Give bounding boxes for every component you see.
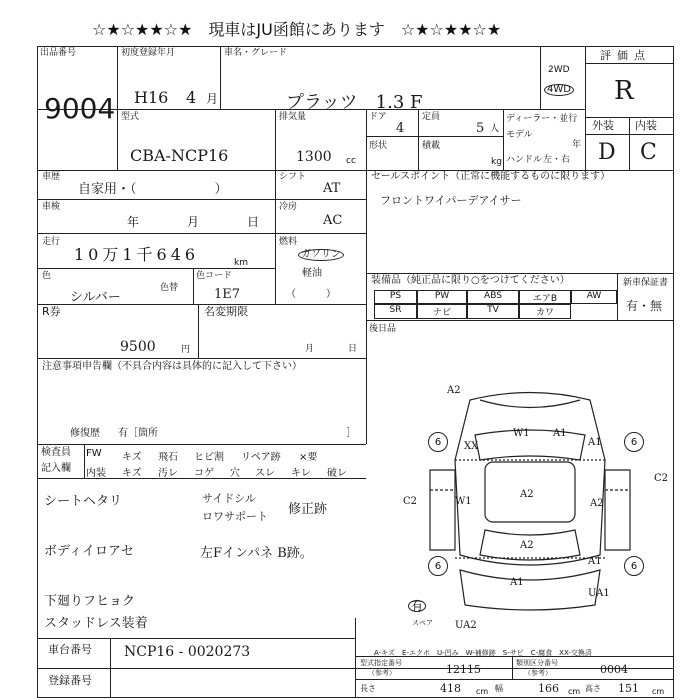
wheel-front-right: 6 [624, 432, 644, 452]
wheel-front-left: 6 [428, 432, 448, 452]
type-designation-value: 12115 [446, 663, 481, 676]
damage-code: A2 [520, 540, 534, 551]
class-number-sub: （参考） [524, 669, 552, 677]
door-label: ドア [369, 112, 387, 122]
history-label: 車歴 [42, 172, 61, 182]
damage-code: A1 [588, 556, 602, 567]
type-designation-sub: （参考） [368, 669, 396, 677]
equip-airbag: エアB [519, 290, 571, 304]
repair-label: 修復歴 [70, 428, 100, 439]
length-value: 418 [440, 682, 461, 695]
color-value: シルバー [70, 290, 121, 305]
repair-value: 有［箇所 [118, 428, 158, 439]
check-exterior-item-3: ヒビ割 [194, 452, 224, 463]
check-interior-item-4: 穴 [230, 468, 240, 479]
remark-3: 下廻りフヒョク [44, 594, 136, 609]
warranty-label: 新車保証書 [623, 278, 669, 288]
chassis-label: 車台番号 [48, 643, 92, 656]
model-year-unit: 年 [572, 140, 582, 150]
notes-label: 注意事項申告欄（不具合内容は具体的に記入して下さい） [42, 361, 302, 372]
load-label: 積載 [422, 141, 441, 151]
inspection-day: 日 [247, 215, 260, 229]
capacity-value: 5 [476, 121, 485, 136]
inspector-label-1: 検査員 [41, 447, 71, 458]
car-name-value: プラッツ 1.3 F [286, 92, 423, 113]
equipment-label: 装備品（純正品に限り○をつけてください） [371, 275, 570, 286]
damage-code: A2 [590, 498, 604, 509]
mileage-value: 10万1千646 [74, 245, 200, 264]
remark-right-4: 左Fインパネ B跡。 [200, 546, 313, 561]
width-value: 166 [538, 682, 559, 695]
mileage-label: 走行 [42, 237, 61, 247]
check-exterior-item-1: キズ [122, 452, 142, 463]
damage-code: A1 [553, 428, 567, 439]
wheel-rear-left: 6 [428, 556, 448, 576]
color-code-label: 色コード [196, 271, 233, 281]
cooling-value: AC [323, 213, 343, 228]
check-exterior-item-4: リペア跡 [241, 452, 281, 463]
rating-int-label: 内装 [635, 119, 657, 132]
check-interior-item-6: キレ [291, 468, 311, 479]
color-code-value: 1E7 [214, 287, 241, 302]
damage-code: A2 [520, 489, 534, 500]
rating-value: R [614, 76, 634, 106]
class-number-value: 0004 [600, 663, 628, 676]
check-interior-item-7: 破レ [327, 468, 347, 479]
class-number-label: 類別区分番号 [516, 659, 558, 667]
damage-code: W1 [513, 428, 530, 439]
damage-code: XX [464, 441, 479, 452]
remark-right-1: サイドシル [202, 492, 256, 505]
rating-label: 評価点 [600, 49, 651, 62]
first-reg-month: 4 [186, 88, 197, 107]
fuel-diesel: 軽油 [302, 268, 322, 279]
inspector-label-2: 記入欄 [41, 463, 71, 474]
damage-code: UA1 [588, 588, 610, 599]
dealer-label: ディーラー・並行 [506, 114, 578, 124]
check-exterior-item-0: FW [86, 448, 102, 459]
handle-value: 左・右 [543, 155, 571, 165]
damage-code: A1 [588, 437, 602, 448]
lot-number: 9004 [44, 92, 116, 125]
first-reg-label: 初度登録年月 [121, 48, 176, 58]
width-unit: cm [568, 687, 581, 696]
lot-label: 出品番号 [40, 48, 77, 58]
capacity-unit: 人 [490, 124, 500, 134]
model-label: 型式 [121, 112, 140, 122]
fuel-other: （ ） [286, 289, 336, 300]
fuel-gas: ガソリン [298, 249, 344, 261]
type-designation-label: 型式指定番号 [360, 659, 402, 667]
height-unit: cm [652, 687, 665, 696]
check-interior-item-0: 内装 [86, 468, 106, 479]
damage-code: W1 [455, 496, 472, 507]
equip-navi: ナビ [417, 304, 467, 319]
equip-tv: TV [467, 304, 519, 319]
car-name-label: 車名・グレード [224, 48, 288, 58]
warranty-value: 有・無 [626, 299, 663, 313]
height-label: 高さ [585, 684, 601, 693]
length-unit: cm [476, 687, 489, 696]
displacement-value: 1300 [296, 149, 332, 165]
cooling-label: 冷房 [279, 202, 298, 212]
equip-leather: カワ [519, 304, 571, 319]
shift-label: シフト [279, 172, 307, 182]
post-install-label: 後日品 [369, 324, 397, 334]
spare-tire-mark: 有 [408, 600, 426, 612]
history-value: 自家用・（ ） [78, 182, 228, 197]
rating-ext: D [598, 140, 616, 165]
displacement-label: 排気量 [279, 112, 307, 122]
check-exterior-item-5: ×要 [299, 452, 318, 463]
mileage-unit: km [234, 258, 248, 268]
first-reg-era: H16 [134, 88, 169, 107]
remark-2: ボディイロアセ [44, 544, 134, 559]
load-unit: kg [491, 157, 502, 167]
drive-4wd: 4WD [544, 84, 574, 96]
rating-ext-label: 外装 [592, 119, 614, 132]
name-change-month: 月 [305, 344, 315, 354]
damage-legend: A-キズ E-エクボ U-凹み W-補修跡 S-サビ C-腐食 XX-交換済 [374, 649, 592, 657]
spare-tire-label: スペア [412, 619, 433, 627]
equip-sr: SR [374, 304, 417, 319]
check-interior-item-1: キズ [122, 468, 142, 479]
check-interior-item-5: スレ [255, 468, 275, 479]
handle-label: ハンドル [506, 155, 543, 165]
drive-2wd: 2WD [548, 65, 570, 75]
chassis-value: NCP16 - 0020273 [124, 644, 251, 660]
remark-4: スタッドレス装着 [44, 616, 148, 631]
reg-number-label: 登録番号 [48, 674, 92, 687]
inspection-label: 車検 [42, 202, 61, 212]
damage-code: A2 [447, 385, 461, 396]
check-interior-item-2: 汚レ [158, 468, 178, 479]
sales-point-label: セールスポイント（正常に機能するものに限ります） [371, 171, 611, 182]
capacity-label: 定員 [422, 112, 441, 122]
damage-code: A1 [510, 577, 524, 588]
remark-right-2: ロワサポート [202, 510, 268, 523]
equip-aw: AW [571, 290, 617, 304]
damage-code: C2 [654, 473, 669, 484]
fuel-label: 燃料 [279, 237, 298, 247]
rating-int: C [640, 140, 657, 165]
color-label: 色 [42, 271, 52, 281]
damage-code: UA2 [455, 620, 477, 631]
wheel-rear-right: 6 [624, 556, 644, 576]
model-year-label: モデル [506, 130, 533, 140]
check-interior-item-3: コゲ [194, 468, 214, 479]
length-label: 長さ [360, 684, 376, 693]
name-change-day: 日 [348, 344, 358, 354]
shift-value: AT [323, 181, 341, 196]
recycle-value: 9500 [120, 339, 156, 355]
remark-1: シートヘタリ [44, 494, 123, 509]
repair-close: ］ [346, 428, 356, 439]
inspection-month: 月 [187, 215, 200, 229]
remark-right-3: 修正跡 [288, 502, 328, 517]
model-value: CBA-NCP16 [130, 146, 229, 165]
displacement-unit: cc [346, 156, 356, 166]
equip-ps: PS [374, 290, 417, 304]
height-value: 151 [618, 682, 639, 695]
inspection-year: 年 [127, 215, 140, 229]
color-change-label: 色替 [160, 283, 179, 293]
equip-abs: ABS [467, 290, 519, 304]
sales-point-value: フロントワイパーデアイサー [380, 194, 522, 207]
width-label: 幅 [495, 684, 503, 693]
first-reg-month-unit: 月 [206, 92, 219, 106]
check-exterior-item-2: 飛石 [158, 452, 178, 463]
shape-label: 形状 [369, 141, 388, 151]
name-change-label: 名変期限 [204, 305, 248, 318]
page-title: ☆★☆★★☆★ 現車はJU函館にあります ☆★☆★★☆★ [92, 20, 502, 39]
car-damage-diagram [400, 380, 660, 640]
damage-code: C2 [403, 496, 418, 507]
recycle-label: R券 [42, 305, 61, 318]
equip-pw: PW [417, 290, 467, 304]
door-value: 4 [396, 121, 405, 136]
recycle-unit: 円 [181, 345, 191, 355]
